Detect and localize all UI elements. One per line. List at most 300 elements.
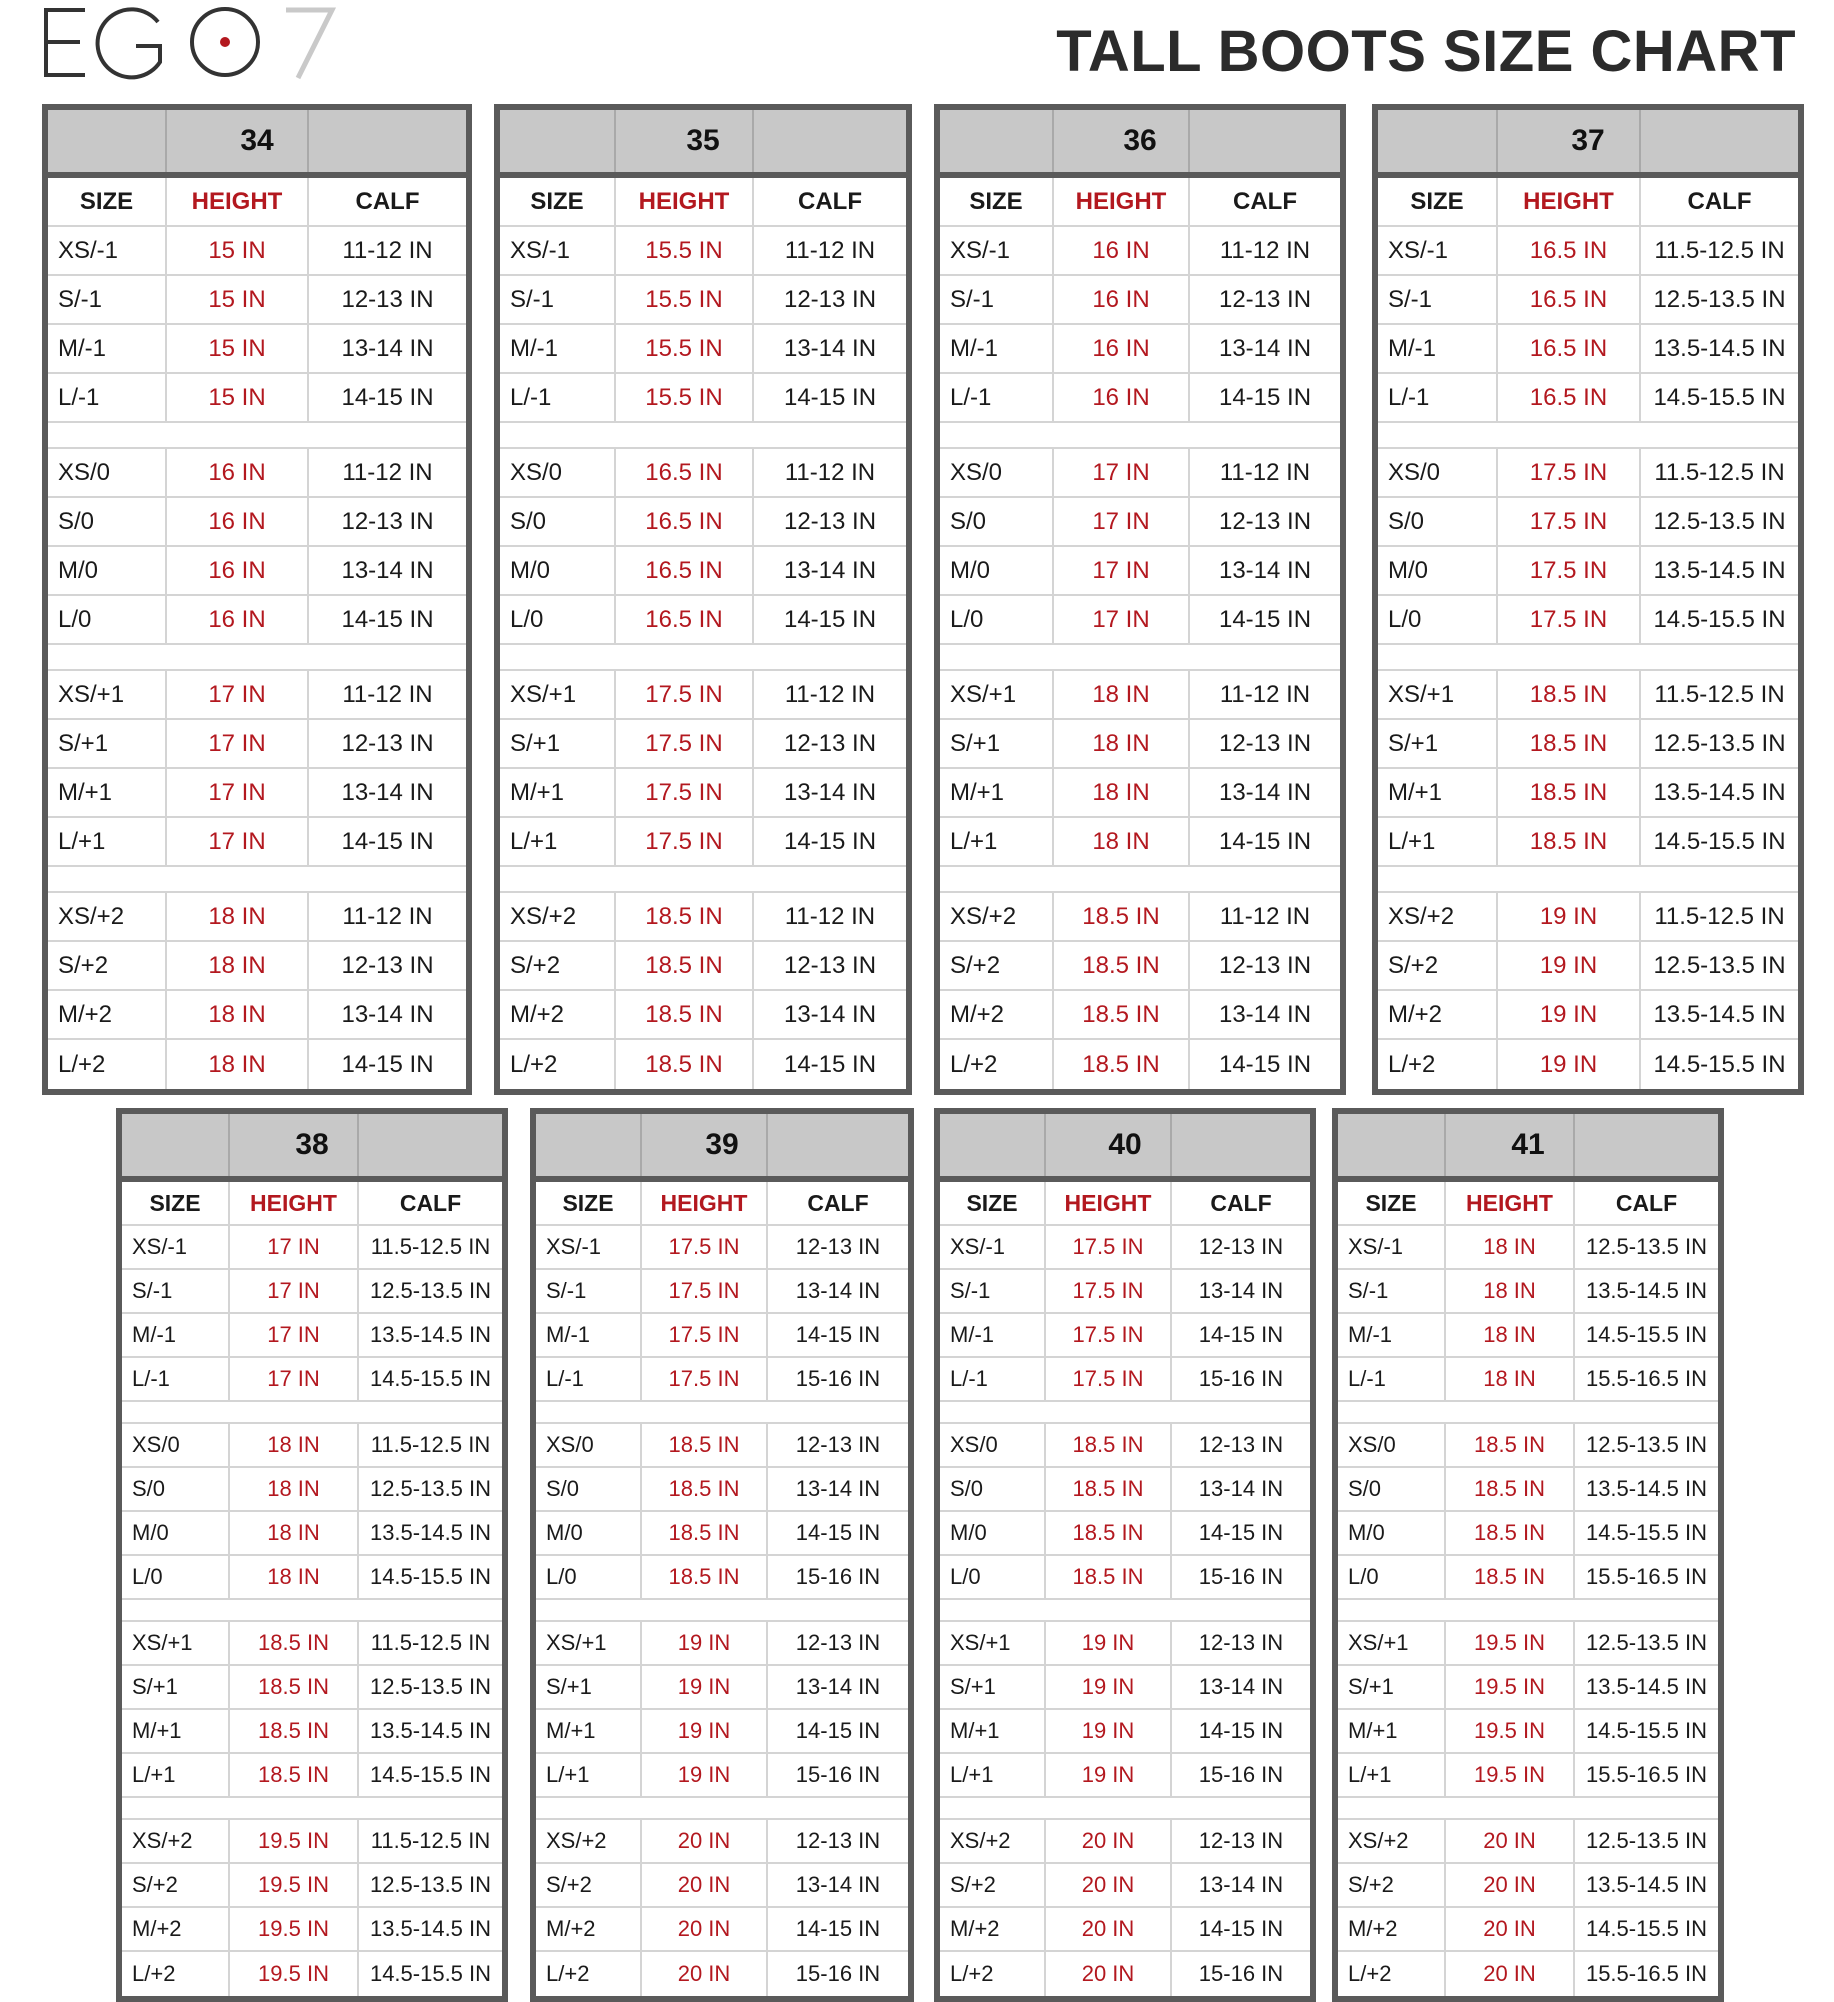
- column-header-height: HEIGHT: [1444, 1182, 1573, 1224]
- table-row: [1378, 893, 1798, 942]
- height-cell: 17.5 IN: [640, 1314, 766, 1356]
- table-row: [536, 1710, 908, 1754]
- size-cell: S/+1: [510, 729, 561, 757]
- calf-cell: 11.5-12.5 IN: [1639, 449, 1798, 496]
- group-spacer: [1378, 423, 1798, 449]
- calf-cell: 15-16 IN: [766, 1754, 908, 1796]
- table-row: [500, 893, 906, 942]
- group-spacer: [500, 867, 906, 893]
- size-cell: XS/0: [546, 1432, 594, 1457]
- table-header: [122, 1114, 502, 1182]
- size-cell: XS/-1: [132, 1234, 188, 1259]
- column-header-size: SIZE: [530, 187, 584, 215]
- table-row: [500, 498, 906, 547]
- height-cell: 16 IN: [1052, 374, 1188, 421]
- height-cell: 16 IN: [165, 547, 307, 594]
- calf-cell: 13.5-14.5 IN: [1639, 769, 1798, 816]
- size-cell: S/+1: [950, 729, 1001, 757]
- height-cell: 16.5 IN: [614, 547, 752, 594]
- size-cell: XS/+1: [1348, 1630, 1409, 1655]
- table-row: [536, 1358, 908, 1402]
- group-spacer: [940, 1402, 1310, 1424]
- size-cell: M/-1: [1348, 1322, 1392, 1347]
- size-cell: S/+2: [58, 951, 109, 979]
- height-cell: 20 IN: [640, 1820, 766, 1862]
- calf-cell: 15-16 IN: [1170, 1952, 1310, 1996]
- column-header-size: SIZE: [562, 1189, 614, 1216]
- size-cell: S/+1: [58, 729, 109, 757]
- column-header-size: SIZE: [1365, 1189, 1417, 1216]
- table-row: [122, 1314, 502, 1358]
- size-cell: L/+2: [1348, 1961, 1392, 1986]
- height-cell: 16.5 IN: [1496, 325, 1639, 372]
- size-cell: M/0: [546, 1520, 583, 1545]
- table-row: [48, 276, 466, 325]
- calf-cell: 12.5-13.5 IN: [357, 1864, 502, 1906]
- table-row: [536, 1512, 908, 1556]
- calf-cell: 14.5-15.5 IN: [1573, 1710, 1718, 1752]
- calf-cell: 12.5-13.5 IN: [357, 1468, 502, 1510]
- table-row: [1338, 1226, 1718, 1270]
- height-cell: 15 IN: [165, 276, 307, 323]
- table-row: [940, 769, 1340, 818]
- height-cell: 18.5 IN: [1496, 720, 1639, 767]
- calf-cell: 14-15 IN: [752, 818, 906, 865]
- table-row: [122, 1468, 502, 1512]
- size-cell: M/0: [1388, 556, 1429, 584]
- size-cell: M/0: [58, 556, 99, 584]
- size-cell: XS/+2: [510, 902, 577, 930]
- table-row: [940, 547, 1340, 596]
- height-cell: 18.5 IN: [614, 991, 752, 1038]
- calf-cell: 13-14 IN: [1170, 1270, 1310, 1312]
- group-spacer: [536, 1600, 908, 1622]
- height-cell: 18.5 IN: [1052, 991, 1188, 1038]
- size-cell: XS/0: [950, 458, 1003, 486]
- height-cell: 15 IN: [165, 325, 307, 372]
- size-cell: XS/+1: [1388, 680, 1455, 708]
- column-header-row: [940, 178, 1340, 227]
- height-cell: 18.5 IN: [228, 1666, 357, 1708]
- size-cell: L/0: [546, 1564, 577, 1589]
- table-row: [122, 1512, 502, 1556]
- table-row: [940, 1270, 1310, 1314]
- boot-size-number: 40: [1108, 1128, 1142, 1161]
- height-cell: 20 IN: [1444, 1908, 1573, 1950]
- calf-cell: 12.5-13.5 IN: [357, 1270, 502, 1312]
- size-cell: M/+1: [132, 1718, 182, 1743]
- size-cell: XS/0: [132, 1432, 180, 1457]
- calf-cell: 14-15 IN: [752, 374, 906, 421]
- size-cell: M/+1: [950, 1718, 1000, 1743]
- height-cell: 18 IN: [1444, 1226, 1573, 1268]
- table-header: [536, 1114, 908, 1182]
- size-cell: M/-1: [1388, 334, 1436, 362]
- calf-cell: 13-14 IN: [1170, 1468, 1310, 1510]
- calf-cell: 13-14 IN: [766, 1270, 908, 1312]
- table-row: [122, 1424, 502, 1468]
- calf-cell: 13-14 IN: [307, 325, 466, 372]
- size-cell: XS/+2: [58, 902, 125, 930]
- size-cell: M/0: [1348, 1520, 1385, 1545]
- height-cell: 19 IN: [1044, 1622, 1170, 1664]
- table-row: [500, 720, 906, 769]
- column-header-calf: CALF: [752, 178, 906, 225]
- height-cell: 17.5 IN: [640, 1226, 766, 1268]
- group-spacer: [1338, 1600, 1718, 1622]
- height-cell: 16 IN: [165, 498, 307, 545]
- size-cell: L/-1: [132, 1366, 170, 1391]
- size-cell: M/0: [132, 1520, 169, 1545]
- table-row: [940, 942, 1340, 991]
- table-row: [536, 1754, 908, 1798]
- calf-cell: 12.5-13.5 IN: [1573, 1820, 1718, 1862]
- height-cell: 20 IN: [1044, 1864, 1170, 1906]
- size-cell: M/+1: [1348, 1718, 1398, 1743]
- calf-cell: 12-13 IN: [752, 720, 906, 767]
- table-row: [940, 720, 1340, 769]
- boot-size-number: 41: [1511, 1128, 1545, 1161]
- group-spacer: [940, 1600, 1310, 1622]
- table-row: [940, 1512, 1310, 1556]
- table-row: [1338, 1270, 1718, 1314]
- size-cell: L/+1: [1348, 1762, 1392, 1787]
- calf-cell: 15-16 IN: [1170, 1754, 1310, 1796]
- column-header-calf: CALF: [1188, 178, 1340, 225]
- boot-size-number: 38: [295, 1128, 329, 1161]
- table-row: [536, 1226, 908, 1270]
- size-cell: L/-1: [1348, 1366, 1386, 1391]
- size-table-40: [934, 1108, 1316, 2002]
- size-cell: XS/+1: [950, 680, 1017, 708]
- column-header-calf: CALF: [766, 1182, 908, 1224]
- calf-cell: 11-12 IN: [307, 671, 466, 718]
- calf-cell: 14-15 IN: [766, 1314, 908, 1356]
- size-cell: M/+2: [1348, 1916, 1398, 1941]
- height-cell: 17 IN: [228, 1226, 357, 1268]
- calf-cell: 14-15 IN: [307, 1040, 466, 1089]
- calf-cell: 11.5-12.5 IN: [357, 1424, 502, 1466]
- table-row: [536, 1424, 908, 1468]
- table-row: [1378, 227, 1798, 276]
- table-row: [940, 671, 1340, 720]
- size-cell: S/+2: [510, 951, 561, 979]
- height-cell: 18.5 IN: [640, 1424, 766, 1466]
- calf-cell: 15-16 IN: [1170, 1556, 1310, 1598]
- calf-cell: 12-13 IN: [766, 1622, 908, 1664]
- size-cell: L/+2: [950, 1961, 994, 1986]
- height-cell: 18 IN: [165, 1040, 307, 1089]
- calf-cell: 13.5-14.5 IN: [1573, 1270, 1718, 1312]
- group-spacer: [1378, 645, 1798, 671]
- size-cell: M/+2: [546, 1916, 596, 1941]
- size-cell: XS/-1: [1388, 236, 1449, 264]
- size-cell: XS/+2: [950, 902, 1017, 930]
- table-row: [1378, 1040, 1798, 1089]
- height-cell: 15.5 IN: [614, 325, 752, 372]
- calf-cell: 11-12 IN: [752, 893, 906, 940]
- size-cell: XS/+2: [132, 1828, 193, 1853]
- calf-cell: 14.5-15.5 IN: [1639, 818, 1798, 865]
- table-row: [122, 1270, 502, 1314]
- height-cell: 19 IN: [1496, 942, 1639, 989]
- size-table-36: [934, 104, 1346, 1095]
- column-header-height: HEIGHT: [1052, 178, 1188, 225]
- table-row: [1378, 449, 1798, 498]
- calf-cell: 11-12 IN: [752, 449, 906, 496]
- calf-cell: 11.5-12.5 IN: [1639, 227, 1798, 274]
- calf-cell: 12.5-13.5 IN: [1639, 942, 1798, 989]
- boot-size-number: 36: [1123, 124, 1157, 157]
- size-cell: S/-1: [1348, 1278, 1389, 1303]
- table-row: [536, 1314, 908, 1358]
- calf-cell: 12-13 IN: [307, 498, 466, 545]
- calf-cell: 12-13 IN: [1188, 276, 1340, 323]
- height-cell: 19 IN: [1496, 893, 1639, 940]
- calf-cell: 11-12 IN: [307, 893, 466, 940]
- size-cell: L/-1: [510, 383, 552, 411]
- height-cell: 19.5 IN: [228, 1864, 357, 1906]
- table-row: [48, 893, 466, 942]
- group-spacer: [48, 867, 466, 893]
- size-cell: L/+1: [58, 827, 106, 855]
- column-header-size: SIZE: [969, 187, 1023, 215]
- calf-cell: 13-14 IN: [766, 1864, 908, 1906]
- calf-cell: 11.5-12.5 IN: [1639, 671, 1798, 718]
- calf-cell: 12-13 IN: [766, 1226, 908, 1268]
- table-row: [1338, 1358, 1718, 1402]
- size-cell: S/0: [1388, 507, 1425, 535]
- calf-cell: 13-14 IN: [752, 325, 906, 372]
- table-row: [1338, 1820, 1718, 1864]
- height-cell: 18 IN: [165, 991, 307, 1038]
- table-row: [122, 1622, 502, 1666]
- size-cell: L/+1: [1388, 827, 1436, 855]
- calf-cell: 11-12 IN: [307, 449, 466, 496]
- size-cell: XS/+1: [58, 680, 125, 708]
- calf-cell: 12-13 IN: [752, 276, 906, 323]
- table-row: [122, 1754, 502, 1798]
- group-spacer: [940, 867, 1340, 893]
- column-header-calf: CALF: [1639, 178, 1798, 225]
- size-cell: XS/+1: [132, 1630, 193, 1655]
- calf-cell: 12.5-13.5 IN: [1639, 498, 1798, 545]
- height-cell: 18 IN: [228, 1512, 357, 1554]
- size-cell: XS/+2: [1348, 1828, 1409, 1853]
- calf-cell: 12-13 IN: [1170, 1226, 1310, 1268]
- group-spacer: [122, 1402, 502, 1424]
- table-row: [1338, 1424, 1718, 1468]
- height-cell: 17.5 IN: [1044, 1226, 1170, 1268]
- size-cell: L/-1: [950, 1366, 988, 1391]
- group-spacer: [940, 1798, 1310, 1820]
- height-cell: 17.5 IN: [614, 818, 752, 865]
- height-cell: 19 IN: [640, 1710, 766, 1752]
- height-cell: 18.5 IN: [228, 1622, 357, 1664]
- table-row: [940, 1908, 1310, 1952]
- size-cell: S/+2: [1388, 951, 1439, 979]
- column-header-row: [500, 178, 906, 227]
- table-row: [500, 547, 906, 596]
- calf-cell: 14-15 IN: [307, 374, 466, 421]
- table-row: [122, 1226, 502, 1270]
- height-cell: 18.5 IN: [1496, 818, 1639, 865]
- size-cell: S/+2: [546, 1872, 592, 1897]
- table-row: [940, 596, 1340, 645]
- table-header: [48, 110, 466, 178]
- column-header-row: [1338, 1182, 1718, 1226]
- calf-cell: 15.5-16.5 IN: [1573, 1952, 1718, 1996]
- calf-cell: 13.5-14.5 IN: [1573, 1864, 1718, 1906]
- group-spacer: [122, 1600, 502, 1622]
- size-cell: S/+1: [950, 1674, 996, 1699]
- table-row: [48, 374, 466, 423]
- table-header: [940, 110, 1340, 178]
- size-cell: XS/0: [950, 1432, 998, 1457]
- table-row: [940, 1622, 1310, 1666]
- size-cell: L/-1: [58, 383, 100, 411]
- height-cell: 20 IN: [1444, 1952, 1573, 1996]
- height-cell: 19.5 IN: [228, 1820, 357, 1862]
- size-cell: M/+2: [950, 1000, 1005, 1028]
- size-cell: M/+2: [132, 1916, 182, 1941]
- column-header-size: SIZE: [1410, 187, 1464, 215]
- height-cell: 19.5 IN: [228, 1908, 357, 1950]
- height-cell: 18 IN: [165, 893, 307, 940]
- height-cell: 16.5 IN: [1496, 276, 1639, 323]
- table-row: [940, 1314, 1310, 1358]
- height-cell: 18.5 IN: [1052, 893, 1188, 940]
- size-cell: L/+2: [546, 1961, 590, 1986]
- height-cell: 18 IN: [1444, 1270, 1573, 1312]
- calf-cell: 13-14 IN: [752, 547, 906, 594]
- size-cell: L/0: [132, 1564, 163, 1589]
- calf-cell: 11.5-12.5 IN: [1639, 893, 1798, 940]
- size-cell: S/0: [132, 1476, 166, 1501]
- size-cell: M/+1: [546, 1718, 596, 1743]
- size-cell: M/+1: [58, 778, 113, 806]
- calf-cell: 13-14 IN: [752, 769, 906, 816]
- calf-cell: 13.5-14.5 IN: [357, 1512, 502, 1554]
- size-cell: L/+2: [132, 1961, 176, 1986]
- height-cell: 20 IN: [1044, 1820, 1170, 1862]
- size-cell: S/+1: [1388, 729, 1439, 757]
- size-cell: S/+2: [1348, 1872, 1394, 1897]
- group-spacer: [122, 1798, 502, 1820]
- size-cell: S/-1: [1388, 285, 1433, 313]
- height-cell: 19 IN: [1044, 1754, 1170, 1796]
- table-row: [1378, 325, 1798, 374]
- table-row: [1378, 276, 1798, 325]
- height-cell: 18.5 IN: [228, 1710, 357, 1752]
- height-cell: 16.5 IN: [614, 449, 752, 496]
- table-row: [536, 1820, 908, 1864]
- calf-cell: 14-15 IN: [766, 1512, 908, 1554]
- group-spacer: [1338, 1402, 1718, 1424]
- table-row: [940, 1226, 1310, 1270]
- calf-cell: 12-13 IN: [307, 720, 466, 767]
- calf-cell: 12.5-13.5 IN: [357, 1666, 502, 1708]
- calf-cell: 12-13 IN: [307, 942, 466, 989]
- size-cell: L/-1: [1388, 383, 1430, 411]
- height-cell: 19 IN: [640, 1754, 766, 1796]
- height-cell: 18 IN: [1052, 769, 1188, 816]
- calf-cell: 12-13 IN: [766, 1820, 908, 1862]
- table-row: [48, 1040, 466, 1089]
- size-cell: M/+2: [510, 1000, 565, 1028]
- size-cell: S/+2: [132, 1872, 178, 1897]
- height-cell: 17.5 IN: [1496, 547, 1639, 594]
- height-cell: 18.5 IN: [228, 1754, 357, 1796]
- size-cell: L/-1: [546, 1366, 584, 1391]
- calf-cell: 13.5-14.5 IN: [1573, 1468, 1718, 1510]
- calf-cell: 14.5-15.5 IN: [357, 1952, 502, 1996]
- size-cell: L/0: [58, 605, 92, 633]
- calf-cell: 14-15 IN: [1170, 1512, 1310, 1554]
- height-cell: 18.5 IN: [640, 1468, 766, 1510]
- height-cell: 20 IN: [1444, 1864, 1573, 1906]
- height-cell: 17.5 IN: [614, 769, 752, 816]
- height-cell: 19 IN: [640, 1622, 766, 1664]
- size-cell: S/+2: [950, 951, 1001, 979]
- table-row: [940, 1864, 1310, 1908]
- column-header-height: HEIGHT: [1496, 178, 1639, 225]
- page-title: TALL BOOTS SIZE CHART: [1056, 19, 1796, 84]
- group-spacer: [1378, 867, 1798, 893]
- boot-size-number: 37: [1571, 124, 1605, 157]
- calf-cell: 14.5-15.5 IN: [1639, 374, 1798, 421]
- size-cell: XS/-1: [510, 236, 571, 264]
- table-row: [536, 1952, 908, 1996]
- group-spacer: [940, 423, 1340, 449]
- height-cell: 15.5 IN: [614, 374, 752, 421]
- table-row: [500, 374, 906, 423]
- height-cell: 18 IN: [165, 942, 307, 989]
- size-cell: L/+2: [950, 1050, 998, 1078]
- size-cell: M/-1: [510, 334, 558, 362]
- group-spacer: [1338, 1798, 1718, 1820]
- column-header-calf: CALF: [307, 178, 466, 225]
- table-row: [1378, 769, 1798, 818]
- calf-cell: 13-14 IN: [307, 991, 466, 1038]
- height-cell: 17.5 IN: [640, 1270, 766, 1312]
- calf-cell: 14-15 IN: [752, 596, 906, 643]
- table-row: [940, 1666, 1310, 1710]
- calf-cell: 13-14 IN: [766, 1468, 908, 1510]
- column-header-size: SIZE: [149, 1189, 201, 1216]
- table-row: [940, 374, 1340, 423]
- calf-cell: 13-14 IN: [1188, 547, 1340, 594]
- height-cell: 16.5 IN: [1496, 227, 1639, 274]
- calf-cell: 12-13 IN: [752, 498, 906, 545]
- height-cell: 15.5 IN: [614, 276, 752, 323]
- table-row: [1338, 1512, 1718, 1556]
- height-cell: 18.5 IN: [1044, 1424, 1170, 1466]
- column-header-calf: CALF: [1170, 1182, 1310, 1224]
- height-cell: 19 IN: [1496, 1040, 1639, 1089]
- calf-cell: 12-13 IN: [307, 276, 466, 323]
- calf-cell: 14.5-15.5 IN: [1573, 1512, 1718, 1554]
- height-cell: 17.5 IN: [640, 1358, 766, 1400]
- table-row: [1338, 1556, 1718, 1600]
- height-cell: 18 IN: [228, 1556, 357, 1598]
- calf-cell: 14.5-15.5 IN: [1573, 1314, 1718, 1356]
- size-cell: XS/0: [1348, 1432, 1396, 1457]
- calf-cell: 14-15 IN: [1170, 1710, 1310, 1752]
- height-cell: 19 IN: [1044, 1710, 1170, 1752]
- calf-cell: 11-12 IN: [1188, 893, 1340, 940]
- table-row: [940, 325, 1340, 374]
